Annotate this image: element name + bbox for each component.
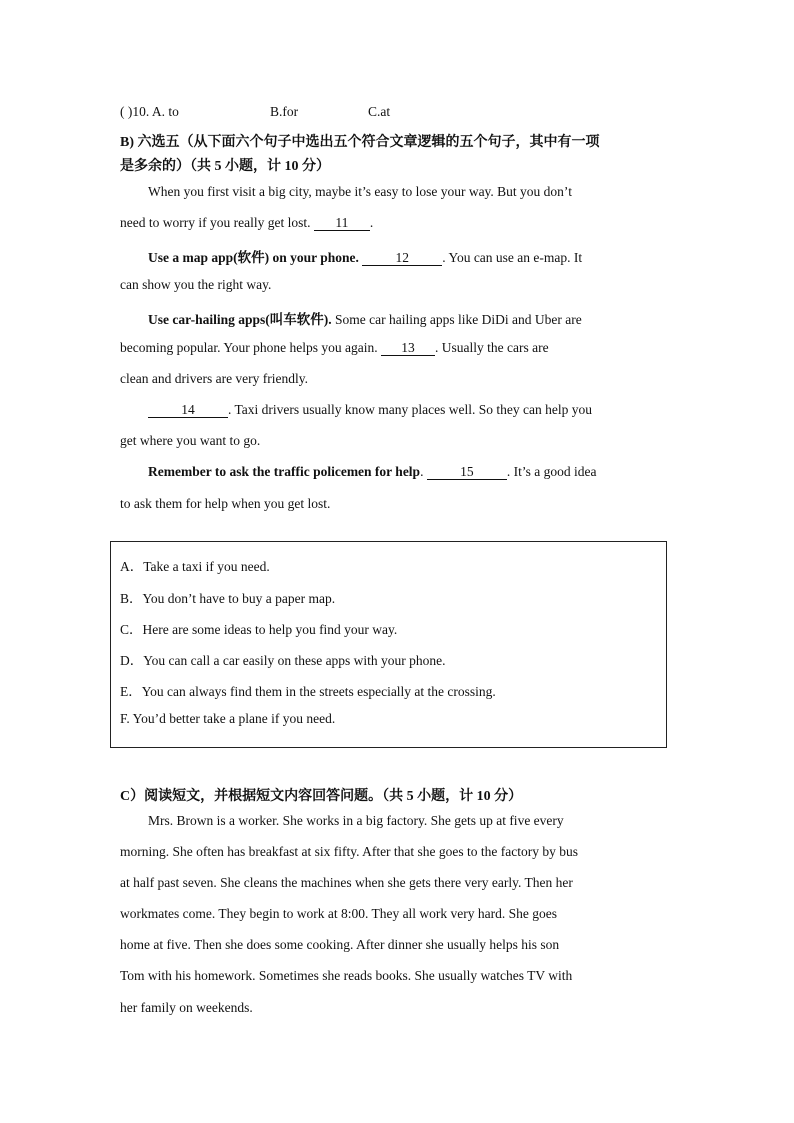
paragraph-5-line1 xyxy=(148,464,596,480)
question-10-option-b: B.for xyxy=(270,104,299,119)
option-f: F. You’d better take a plane if you need. xyxy=(120,711,336,726)
option-c: C．Here are some ideas to help you find your way. xyxy=(120,622,398,637)
paragraph-2-line2: can show you the right way. xyxy=(120,277,272,292)
blank-13: 13 xyxy=(381,341,435,356)
paragraph-5-dot: . xyxy=(420,464,427,479)
paragraph-3-text: becoming popular. Your phone helps you again. xyxy=(120,340,381,355)
option-a: A．Take a taxi if you need. xyxy=(120,559,270,574)
paragraph-4-rest: . Taxi drivers usually know many places well. So they can help you xyxy=(228,402,592,417)
blank-14: 14 xyxy=(148,403,228,418)
paragraph-3-bold: Use car-hailing apps(叫车软件). xyxy=(148,312,332,327)
section-c-heading: C）阅读短文，并根据短文内容回答问题。（共 5 小题，计 10 分） xyxy=(120,789,523,804)
blank-11: 11 xyxy=(314,216,370,231)
paragraph-2-rest: . You can use an e-map. It xyxy=(442,250,583,265)
question-10-option-c: C.at xyxy=(368,104,391,119)
paragraph-1-line2 xyxy=(120,215,373,231)
paragraph-3-text-end: . Usually the cars are xyxy=(434,340,549,355)
passage-line-6: Tom with his homework. Sometimes she reads books. She usually watches TV with xyxy=(120,968,573,983)
passage-line-4: workmates come. They begin to work at 8:00. They all work very hard. She goes xyxy=(120,906,558,921)
option-b: B．You don’t have to buy a paper map. xyxy=(120,591,336,606)
paragraph-3-line3: clean and drivers are very friendly. xyxy=(120,371,309,386)
section-b-heading-line2: 是多余的）（共 5 小题，计 10 分） xyxy=(120,159,330,174)
paragraph-3-line1 xyxy=(148,308,582,328)
question-10-option-a: ( )10. A. to xyxy=(120,104,179,119)
paragraph-4-line2: get where you want to go. xyxy=(120,433,261,448)
paragraph-3-line2 xyxy=(120,340,549,356)
paragraph-1-end: . xyxy=(369,215,374,230)
passage-line-1: Mrs. Brown is a worker. She works in a big factory. She gets up at five every xyxy=(148,813,564,828)
paragraph-5-bold: Remember to ask the traffic policemen for help xyxy=(148,464,421,479)
option-d: D．You can call a car easily on these apps with your phone. xyxy=(120,653,446,668)
paragraph-4-line1 xyxy=(148,402,592,418)
paragraph-1-text: need to worry if you really get lost. xyxy=(120,215,314,230)
paragraph-2-bold: Use a map app(软件) on your phone. xyxy=(148,250,363,265)
blank-12: 12 xyxy=(362,251,442,266)
blank-15: 15 xyxy=(427,465,507,480)
paragraph-5-rest: . It’s a good idea xyxy=(506,464,597,479)
passage-line-2: morning. She often has breakfast at six fifty. After that she goes to the factory by bus xyxy=(120,844,579,859)
section-b-heading-line1: B) 六选五（从下面六个句子中选出五个符合文章逻辑的五个句子，其中有一项 xyxy=(120,135,600,150)
passage-line-3: at half past seven. She cleans the machines when she gets there very early. Then her xyxy=(120,875,573,890)
paragraph-1-line1: When you first visit a big city, maybe it’s easy to lose your way. But you don’t xyxy=(148,184,572,199)
paragraph-2-line1 xyxy=(148,246,582,266)
paragraph-3-rest: Some car hailing apps like DiDi and Uber are xyxy=(331,312,582,327)
passage-line-5: home at five. Then she does some cooking. After dinner she usually helps his son xyxy=(120,937,560,952)
options-box xyxy=(110,541,667,748)
option-e: E．You can always find them in the streets especially at the crossing. xyxy=(120,684,496,699)
paragraph-5-line2: to ask them for help when you get lost. xyxy=(120,496,331,511)
passage-line-7: her family on weekends. xyxy=(120,1000,253,1015)
question-10 xyxy=(120,104,390,120)
